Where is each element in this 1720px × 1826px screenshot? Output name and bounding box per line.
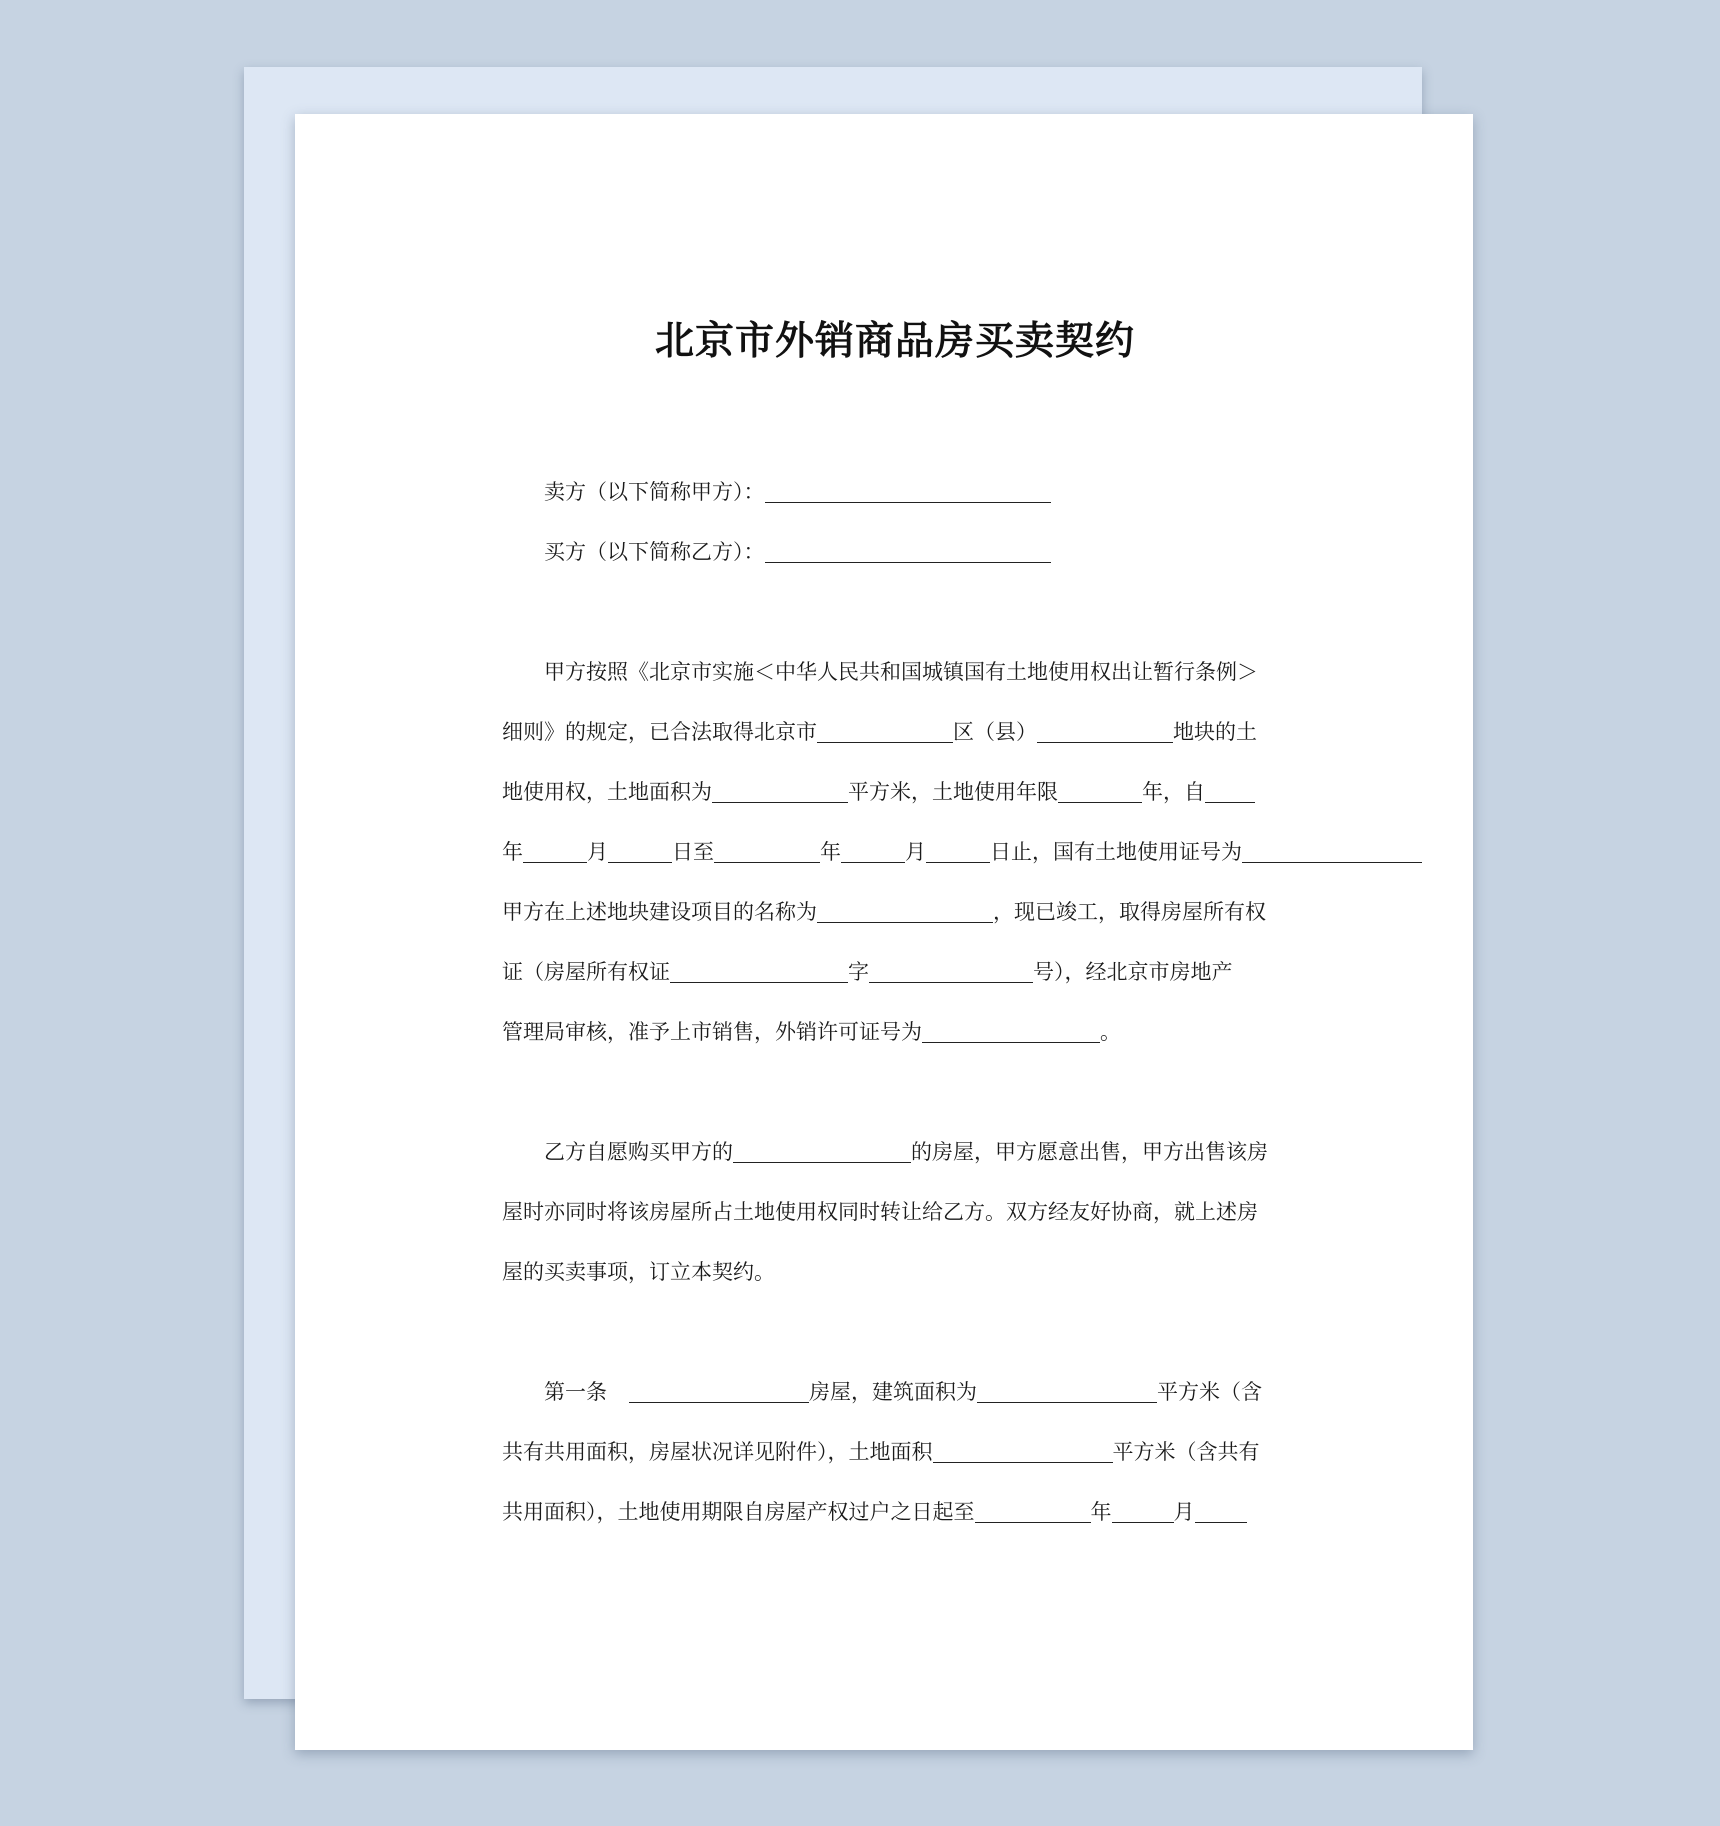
p2-text: 的房屋，甲方愿意出售，甲方出售该房 [911,1140,1268,1164]
p1-line-3 [502,777,1255,807]
buyer-label: 买方（以下简称乙方）： [544,540,765,564]
article1-text: 共有共用面积，房屋状况详见附件），土地面积 [502,1440,933,1464]
term-end-day-blank[interactable] [1195,1500,1247,1523]
house-location-blank[interactable] [629,1380,809,1403]
p1-text: 字 [848,960,869,984]
p2-line-3 [502,1257,775,1287]
p1-text: 管理局审核，准予上市销售，外销许可证号为 [502,1020,922,1044]
p1-text: 甲方按照《北京市实施＜中华人民共和国城镇国有土地使用权出让暂行条例＞ [544,660,1258,684]
document-title: 北京市外销商品房买卖契约 [654,319,1135,364]
contract-page [295,114,1473,1750]
p1-text: 月 [587,840,608,864]
property-name-blank[interactable] [733,1140,911,1163]
end-day-blank[interactable] [926,840,990,863]
ownership-cert-prefix-blank[interactable] [670,960,848,983]
ownership-cert-no-blank[interactable] [869,960,1033,983]
end-month-blank[interactable] [841,840,905,863]
p1-line-5 [502,897,1266,927]
p1-text: ，现已竣工，取得房屋所有权 [993,900,1266,924]
land-area-article-blank[interactable] [933,1440,1113,1463]
article1-text: 共用面积），土地使用期限自房屋产权过户之日起至 [502,1500,975,1524]
article1-line-1 [544,1377,1262,1407]
term-end-year-blank[interactable] [975,1500,1091,1523]
building-area-blank[interactable] [977,1380,1157,1403]
p1-text: 日止，国有土地使用证号为 [990,840,1242,864]
buyer-blank[interactable] [765,540,1051,563]
p1-text: 甲方在上述地块建设项目的名称为 [502,900,817,924]
buyer-line [544,537,1051,567]
p1-text: 年 [502,840,523,864]
p1-line-1 [544,657,1258,687]
p1-text: 地块的土 [1173,720,1257,744]
start-year-blank[interactable] [1205,780,1255,803]
land-term-years-blank[interactable] [1058,780,1142,803]
p1-text: 平方米，土地使用年限 [848,780,1058,804]
p2-text: 屋的买卖事项，订立本契约。 [502,1260,775,1284]
land-certificate-no-blank[interactable] [1242,840,1422,863]
sales-permit-no-blank[interactable] [922,1020,1100,1043]
article1-line-2 [502,1437,1260,1467]
p1-text: 证（房屋所有权证 [502,960,670,984]
seller-blank[interactable] [765,480,1051,503]
p1-text: 年 [820,840,841,864]
article1-text: 年 [1090,1500,1112,1524]
seller-label: 卖方（以下简称甲方）： [544,480,765,504]
article-number: 第一条 [544,1380,607,1404]
seller-line [544,477,1051,507]
p1-line-4 [502,837,1422,867]
article1-text: 平方米（含 [1157,1380,1262,1404]
end-year-blank[interactable] [714,840,820,863]
land-area-blank[interactable] [712,780,848,803]
p2-text: 乙方自愿购买甲方的 [544,1140,733,1164]
p1-text: 地使用权，土地面积为 [502,780,712,804]
land-plot-blank[interactable] [1037,720,1173,743]
article1-text: 平方米（含共有 [1112,1440,1260,1464]
p1-line-7 [502,1017,1121,1047]
article1-text: 房屋，建筑面积为 [809,1380,977,1404]
p1-line-6 [502,957,1233,987]
district-blank[interactable] [817,720,953,743]
start-day-blank[interactable] [608,840,672,863]
start-month-blank[interactable] [523,840,587,863]
p1-text: 。 [1100,1020,1121,1044]
project-name-blank[interactable] [817,900,993,923]
p1-text: 年，自 [1142,780,1205,804]
p2-line-2 [502,1197,1258,1227]
p1-text: 区（县） [953,720,1037,744]
p1-text: 细则》的规定，已合法取得北京市 [502,720,817,744]
article1-text: 月 [1173,1500,1195,1524]
p2-text: 屋时亦同时将该房屋所占土地使用权同时转让给乙方。双方经友好协商，就上述房 [502,1200,1258,1224]
p1-line-2 [502,717,1257,747]
p1-text: 日至 [672,840,714,864]
term-end-month-blank[interactable] [1112,1500,1174,1523]
p2-line-1 [544,1137,1268,1167]
p1-text: 月 [905,840,926,864]
p1-text: 号），经北京市房地产 [1033,960,1233,984]
article1-line-3 [502,1497,1247,1527]
